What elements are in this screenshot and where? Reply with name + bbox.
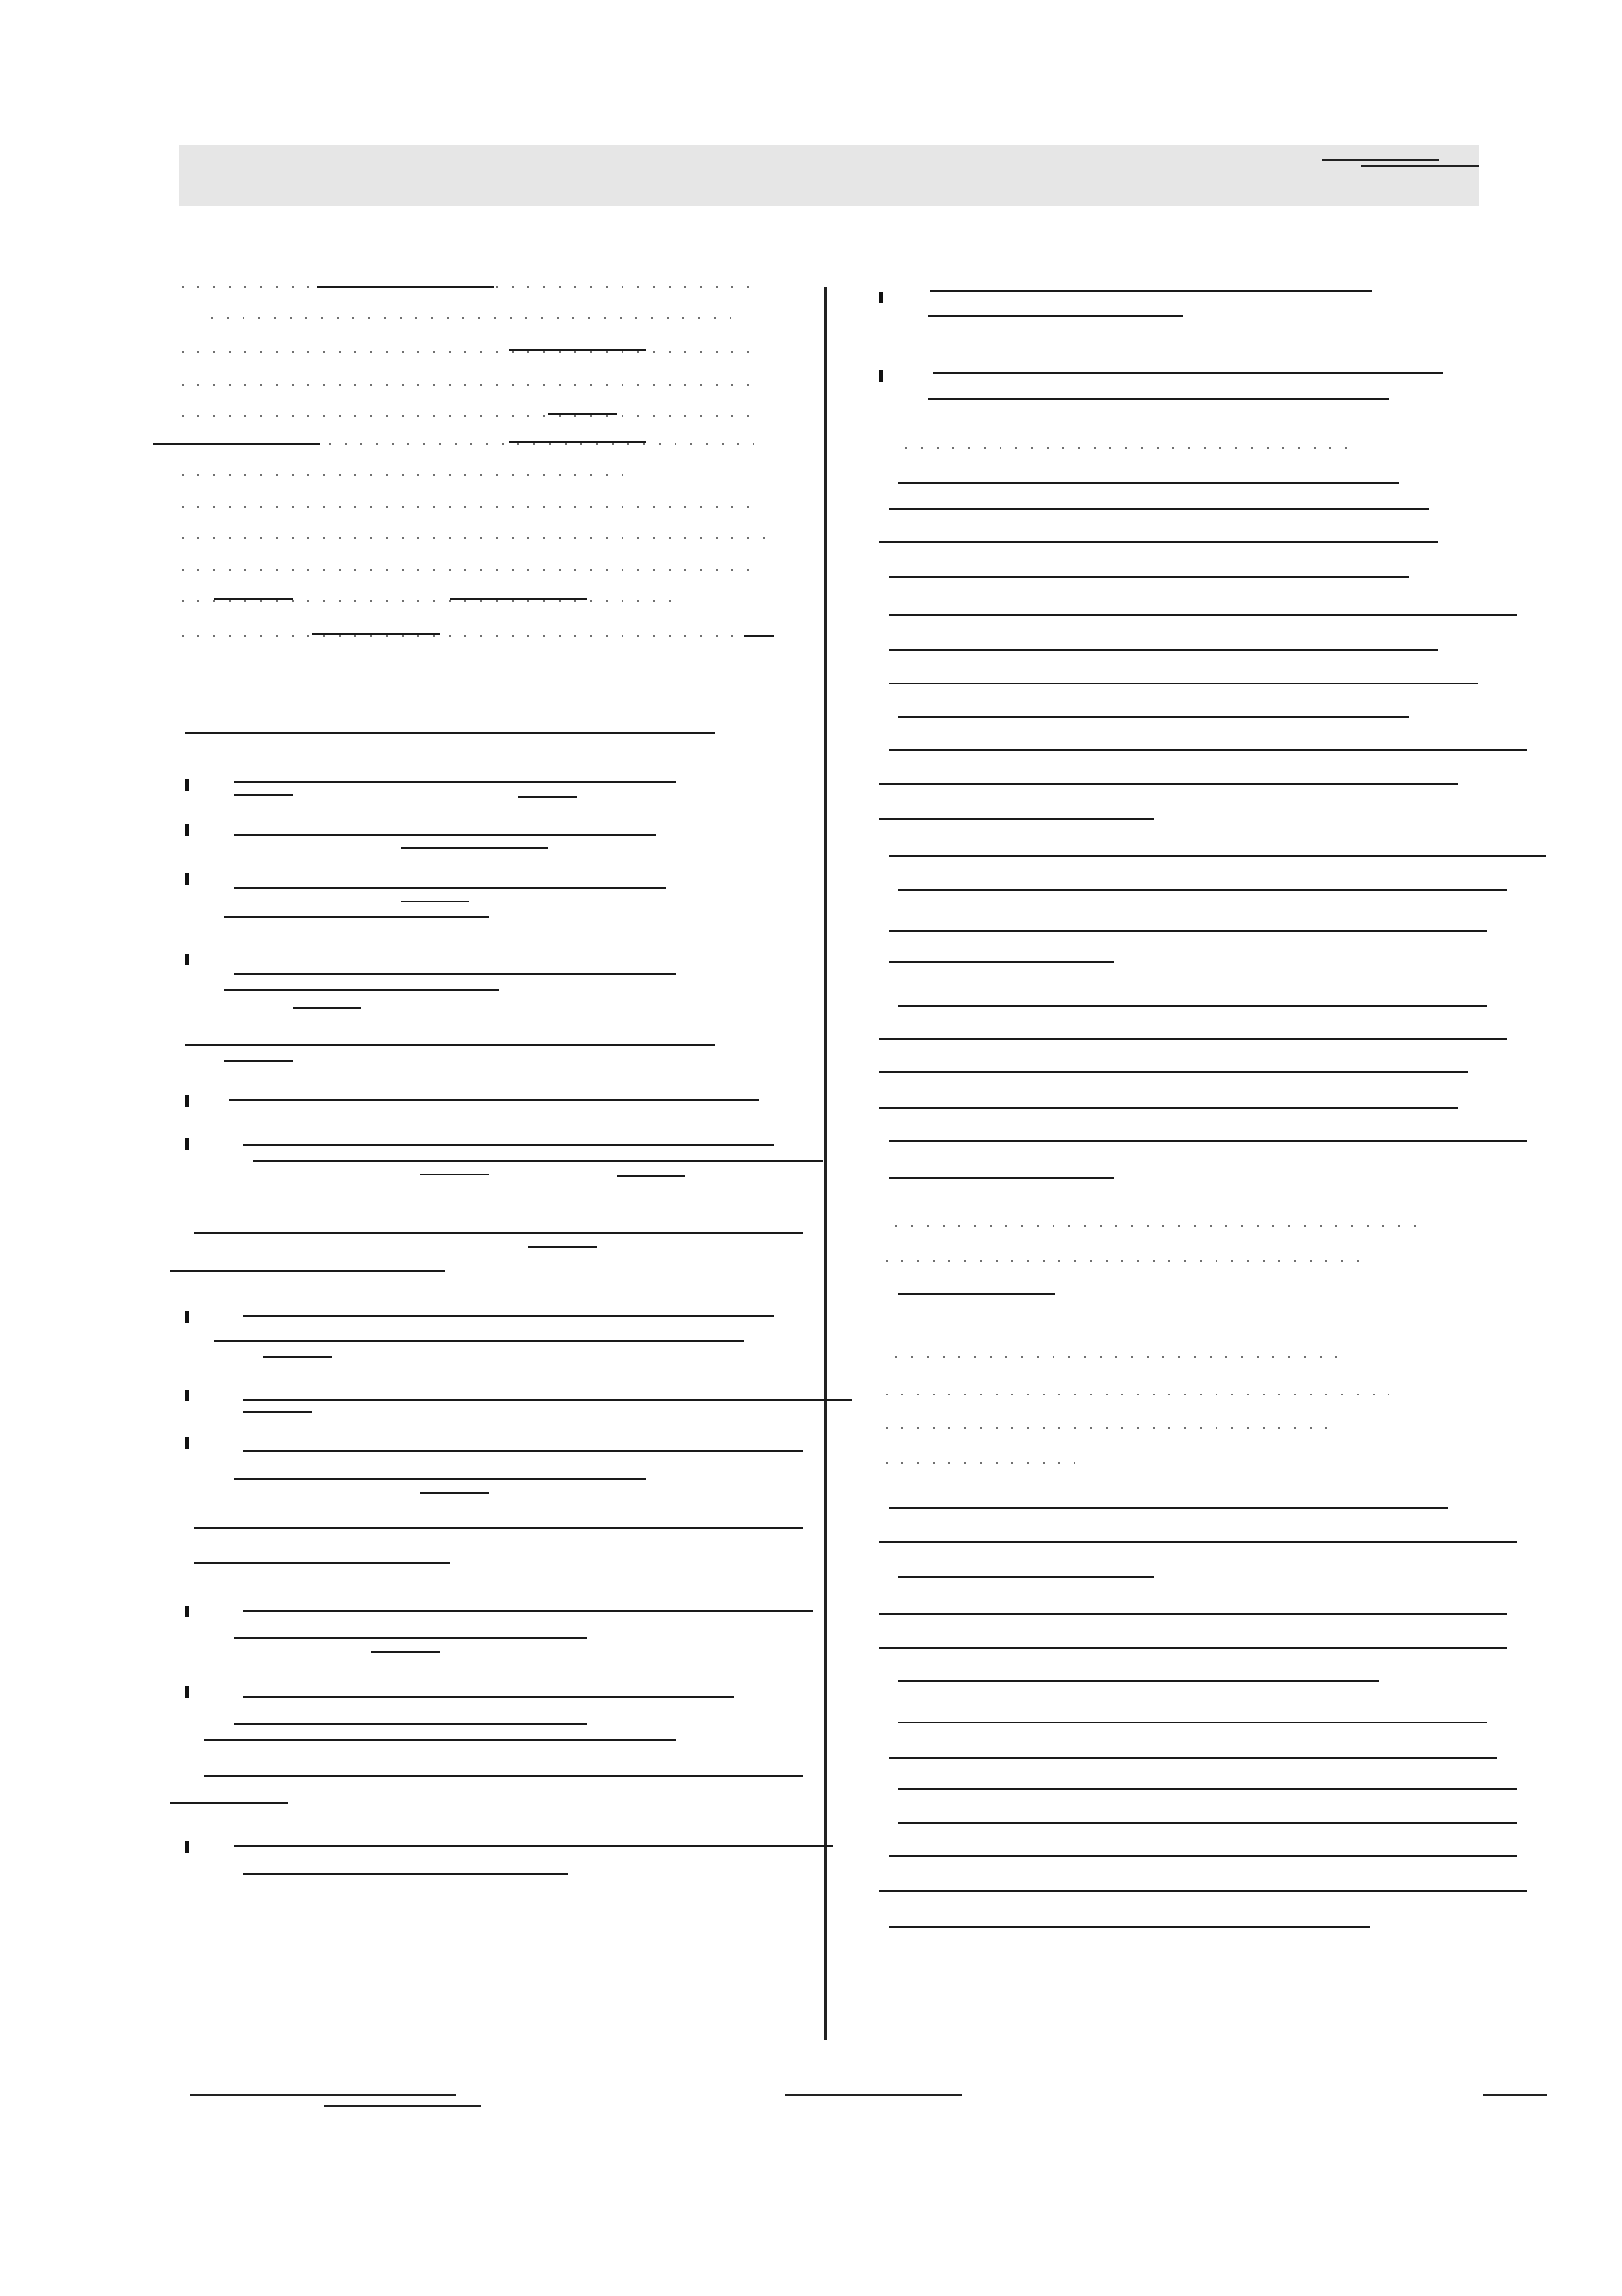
- text-line: [229, 1099, 759, 1101]
- paragraph: [175, 1232, 803, 1238]
- text-line: [889, 1140, 1527, 1142]
- text-line: [889, 930, 1487, 932]
- text-line: [889, 749, 1527, 751]
- text-line: [889, 1225, 1419, 1227]
- bullet-marker: [879, 370, 883, 382]
- page-header-bar: [179, 145, 1479, 206]
- text-line: [889, 576, 1409, 578]
- paragraph: [175, 1527, 823, 1531]
- bullet-list: [175, 1311, 842, 1327]
- paragraph: [879, 447, 1546, 529]
- text-line: [889, 508, 1429, 510]
- text-line: [243, 1315, 774, 1317]
- bullet-marker: [185, 1437, 189, 1449]
- bullet-marker: [185, 1841, 189, 1853]
- text-line: [243, 1411, 312, 1413]
- text-line: [243, 1873, 568, 1875]
- text-line: [175, 506, 754, 508]
- text-line: [243, 1399, 852, 1401]
- footer-center-text: [0, 2092, 1, 2093]
- text-line: [175, 384, 754, 386]
- text-line: [214, 1340, 744, 1342]
- bullet-marker: [185, 1095, 189, 1107]
- text-line: [204, 317, 734, 319]
- text-line: [234, 794, 293, 796]
- text-line: [401, 847, 548, 849]
- text-line: [889, 855, 1546, 857]
- text-line: [879, 1260, 1370, 1262]
- footer-left-text: [0, 2092, 1, 2093]
- text-line: [243, 1144, 774, 1146]
- text-line: [509, 349, 646, 351]
- text-line: [548, 413, 617, 415]
- text-line: [234, 1723, 587, 1725]
- text-line: [928, 398, 1389, 400]
- text-line: [420, 1492, 489, 1494]
- text-line: [509, 441, 646, 443]
- text-line: [879, 783, 1458, 785]
- text-line: [263, 1356, 332, 1358]
- text-line: [889, 961, 1114, 963]
- text-line: [898, 1005, 1487, 1007]
- bullet-list: [175, 1841, 842, 1845]
- text-line: [933, 372, 1443, 374]
- bullet-marker: [185, 824, 189, 836]
- text-line: [889, 614, 1517, 616]
- bullet-list: [175, 779, 784, 800]
- text-line: [928, 315, 1183, 317]
- text-line: [450, 598, 587, 600]
- text-line: [170, 1802, 288, 1804]
- text-line: [204, 1739, 676, 1741]
- text-line: [322, 443, 754, 445]
- bullet-list: [175, 1606, 842, 1615]
- page-footer: [0, 2092, 1622, 2121]
- text-line: [889, 1177, 1114, 1179]
- text-line: [898, 1722, 1487, 1723]
- text-line: [243, 1696, 734, 1698]
- footer-right-text: [0, 2092, 1, 2093]
- text-line: [879, 1071, 1468, 1073]
- text-line: [889, 1855, 1517, 1857]
- text-line: [889, 1926, 1370, 1928]
- text-line: [879, 1038, 1507, 1040]
- footer-left-rule: [190, 2094, 456, 2096]
- text-line: [371, 1651, 440, 1653]
- text-line: [234, 834, 656, 836]
- text-line: [312, 633, 440, 635]
- text-line: [175, 474, 626, 476]
- text-line: [889, 1507, 1448, 1509]
- text-line: [879, 541, 1438, 543]
- text-line: [175, 635, 764, 637]
- text-line: [898, 889, 1507, 891]
- text-line: [879, 1613, 1507, 1615]
- section-heading: [185, 732, 734, 734]
- text-line: [185, 1044, 715, 1046]
- footer-right-rule: [1483, 2094, 1547, 2096]
- text-line: [898, 1822, 1517, 1824]
- text-line: [898, 482, 1399, 484]
- text-line: [224, 989, 499, 991]
- text-line: [879, 1427, 1330, 1429]
- text-line: [898, 1576, 1154, 1578]
- text-line: [401, 901, 469, 902]
- footer-left-rule-secondary: [324, 2105, 481, 2107]
- bullet-marker: [185, 1606, 189, 1617]
- text-line: [243, 1450, 803, 1452]
- bullet-marker: [185, 1390, 189, 1401]
- text-line: [930, 290, 1372, 292]
- text-line: [175, 537, 774, 539]
- text-line: [889, 1757, 1497, 1759]
- text-line: [234, 1478, 646, 1480]
- text-line: [879, 1541, 1517, 1543]
- bullet-marker: [185, 779, 189, 791]
- text-line: [234, 781, 676, 783]
- text-line: [243, 1610, 813, 1612]
- text-line: [879, 1647, 1507, 1649]
- text-line: [234, 1845, 833, 1847]
- text-line: [898, 1788, 1517, 1790]
- text-line: [879, 1890, 1527, 1892]
- text-line: [204, 1775, 803, 1777]
- text-line: [889, 683, 1478, 684]
- text-line: [898, 716, 1409, 718]
- text-line: [194, 1562, 450, 1564]
- text-line: [194, 1527, 803, 1529]
- text-line: [617, 1175, 685, 1177]
- footer-center-rule: [785, 2094, 962, 2096]
- text-line: [528, 1246, 597, 1248]
- bullet-list: [879, 280, 1527, 288]
- text-line: [170, 1270, 445, 1272]
- text-line: [879, 818, 1154, 820]
- text-line: [234, 887, 666, 889]
- header-rule: [1322, 159, 1439, 161]
- text-line: [253, 1160, 823, 1162]
- text-line: [175, 569, 754, 571]
- text-line: [898, 447, 1350, 449]
- text-line: [889, 1356, 1340, 1358]
- bullet-marker: [185, 1686, 189, 1698]
- text-line: [224, 1060, 293, 1062]
- text-line: [317, 286, 494, 288]
- section-heading: [185, 1044, 734, 1048]
- text-line: [214, 598, 293, 600]
- text-line: [518, 796, 577, 798]
- text-line: [879, 1462, 1075, 1464]
- column-divider: [824, 287, 827, 2040]
- bullet-marker: [879, 292, 883, 303]
- bullet-list: [175, 1095, 823, 1105]
- header-rule-secondary: [1361, 165, 1479, 167]
- paragraph: [175, 1739, 823, 1745]
- text-line: [185, 732, 715, 734]
- text-line: [234, 1637, 587, 1639]
- text-line: [175, 351, 754, 353]
- text-line: [175, 415, 754, 417]
- bullet-marker: [185, 954, 189, 965]
- text-line: [898, 1293, 1055, 1295]
- text-line: [879, 1107, 1458, 1109]
- bullet-marker: [185, 1138, 189, 1150]
- text-line: [879, 1394, 1389, 1395]
- text-line: [234, 973, 676, 975]
- text-line: [889, 649, 1438, 651]
- bullet-marker: [185, 1311, 189, 1323]
- text-line: [744, 635, 774, 637]
- text-line: [175, 600, 676, 602]
- text-line: [153, 443, 320, 445]
- text-line: [194, 1232, 803, 1234]
- text-line: [224, 916, 489, 918]
- intro-paragraph: [175, 280, 764, 321]
- bullet-marker: [185, 873, 189, 885]
- text-line: [293, 1007, 361, 1009]
- text-line: [420, 1174, 489, 1175]
- text-line: [898, 1680, 1379, 1682]
